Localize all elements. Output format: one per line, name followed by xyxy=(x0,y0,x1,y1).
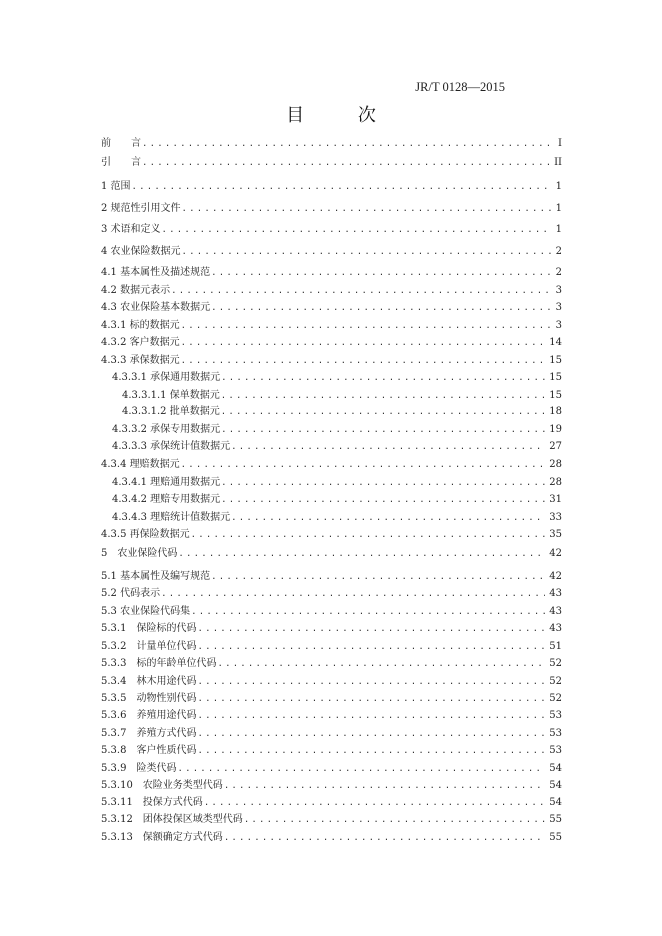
toc-entry[interactable] xyxy=(101,657,562,671)
toc-entry-page-number: 28 xyxy=(549,477,562,488)
toc-entry-page-number: 54 xyxy=(549,797,562,808)
toc-dot-leader xyxy=(181,319,552,333)
toc-entry[interactable] xyxy=(101,570,562,584)
toc-entry-label: 5.3.8 客户性质代码 xyxy=(101,745,197,756)
toc-entry-label: 4 农业保险数据元 xyxy=(101,246,181,257)
toc-dot-leader xyxy=(221,371,545,385)
toc-entry-label: 4.3.2 客户数据元 xyxy=(101,337,180,348)
toc-entry-page-number: 51 xyxy=(549,641,562,652)
toc-entry-page-number: 43 xyxy=(549,623,562,634)
toc-entry-page-number: 15 xyxy=(549,372,562,383)
toc-entry-page-number: 35 xyxy=(549,529,562,540)
toc-entry-page-number: 55 xyxy=(549,832,562,843)
toc-entry[interactable] xyxy=(101,796,562,810)
toc-entry[interactable] xyxy=(101,762,562,776)
toc-entry-label: 5.3.13 保额确定方式代码 xyxy=(101,832,223,843)
toc-entry-page-number: 3 xyxy=(555,302,562,313)
toc-entry-label: 5 农业保险代码 xyxy=(101,548,178,559)
toc-dot-leader xyxy=(191,528,546,542)
toc-entry-page-number: 1 xyxy=(555,181,562,192)
toc-dot-leader xyxy=(197,709,545,723)
toc-dot-leader xyxy=(182,202,552,216)
toc-entry-label: 3 术语和定义 xyxy=(101,224,161,235)
toc-entry-label: 4.3.1 标的数据元 xyxy=(101,320,180,331)
toc-entry-page-number: 27 xyxy=(549,441,562,452)
toc-entry-label: 4.2 数据元表示 xyxy=(101,285,171,296)
toc-entry-page-number: 52 xyxy=(549,658,562,669)
toc-entry[interactable] xyxy=(101,831,562,845)
toc-entry[interactable] xyxy=(101,354,562,368)
toc-dot-leader xyxy=(197,692,545,706)
toc-entry-page-number: 43 xyxy=(549,588,562,599)
toc-entry-page-number: 53 xyxy=(549,745,562,756)
document-code: JR/T 0128—2015 xyxy=(415,80,505,94)
toc-entry[interactable] xyxy=(101,813,562,827)
toc-entry-page-number: 33 xyxy=(549,512,562,523)
toc-entry-label: 1 范围 xyxy=(101,181,131,192)
toc-entry-page-number: II xyxy=(554,157,562,168)
toc-entry-label: 4.3.4.2 理赔专用数据元 xyxy=(112,494,221,505)
toc-entry[interactable] xyxy=(101,476,562,490)
toc-entry-label: 4.3.4.3 理赔统计值数据元 xyxy=(112,512,231,523)
toc-dot-leader xyxy=(181,336,546,350)
toc-entry-label: 5.1 基本属性及编写规范 xyxy=(101,571,211,582)
toc-entry-label: 5.3.2 计量单位代码 xyxy=(101,641,197,652)
toc-entry-page-number: 52 xyxy=(549,676,562,687)
toc-entry-label: 4.3 农业保险基本数据元 xyxy=(101,302,211,313)
toc-entry-label: 4.3.4 理赔数据元 xyxy=(101,459,180,470)
toc-entry-page-number: 2 xyxy=(555,267,562,278)
toc-entry[interactable] xyxy=(101,405,562,419)
toc-entry-label: 5.3.9 险类代码 xyxy=(101,763,177,774)
toc-entry-label: 4.3.5 再保险数据元 xyxy=(101,529,190,540)
toc-entry-page-number: 1 xyxy=(555,203,562,214)
toc-entry-page-number: I xyxy=(558,138,562,149)
toc-entry[interactable] xyxy=(101,709,562,723)
toc-entry[interactable] xyxy=(101,180,562,194)
toc-entry-page-number: 1 xyxy=(555,224,562,235)
toc-dot-leader xyxy=(191,605,545,619)
toc-dot-leader xyxy=(181,458,546,472)
toc-dot-leader xyxy=(197,640,545,654)
toc-dot-leader xyxy=(162,223,552,237)
toc-dot-leader xyxy=(182,245,552,259)
toc-entry[interactable] xyxy=(101,675,562,689)
toc-entry[interactable] xyxy=(101,266,562,280)
toc-entry-page-number: 31 xyxy=(549,494,562,505)
toc-entry[interactable] xyxy=(101,605,562,619)
toc-dot-leader xyxy=(221,476,545,490)
toc-entry-label: 5.3.11 投保方式代码 xyxy=(101,797,203,808)
toc-entry[interactable] xyxy=(101,458,562,472)
toc-entry[interactable] xyxy=(101,245,562,259)
toc-entry-label: 2 规范性引用文件 xyxy=(101,203,181,214)
toc-entry-page-number: 53 xyxy=(549,728,562,739)
toc-entry-page-number: 52 xyxy=(549,693,562,704)
toc-entry-page-number: 3 xyxy=(555,285,562,296)
toc-entry-label: 4.3.4.1 理赔通用数据元 xyxy=(112,477,221,488)
toc-entry-label: 4.3.3.1.2 批单数据元 xyxy=(122,406,220,417)
toc-entry-label: 5.2 代码表示 xyxy=(101,588,161,599)
toc-entry[interactable] xyxy=(101,547,562,561)
toc-entry-page-number: 3 xyxy=(555,320,562,331)
toc-dot-leader xyxy=(197,744,545,758)
toc-entry[interactable] xyxy=(101,622,562,636)
toc-entry-page-number: 55 xyxy=(549,814,562,825)
toc-dot-leader xyxy=(197,727,545,741)
toc-dot-leader xyxy=(211,570,545,584)
toc-entry-label: 4.1 基本属性及描述规范 xyxy=(101,267,211,278)
toc-dot-leader xyxy=(142,156,550,170)
toc-dot-leader xyxy=(161,587,545,601)
toc-entry-label: 5.3.12 团体投保区域类型代码 xyxy=(101,814,243,825)
toc-dot-leader xyxy=(221,493,545,507)
toc-entry-page-number: 15 xyxy=(549,390,562,401)
toc-entry-label: 5.3 农业保险代码集 xyxy=(101,606,191,617)
toc-dot-leader xyxy=(197,622,545,636)
toc-entry-page-number: 54 xyxy=(549,763,562,774)
toc-dot-leader xyxy=(178,547,545,561)
toc-entry-label: 5.3.1 保险标的代码 xyxy=(101,623,197,634)
toc-entry[interactable] xyxy=(101,389,562,403)
toc-entry[interactable] xyxy=(101,744,562,758)
toc-entry-page-number: 19 xyxy=(549,424,562,435)
toc-dot-leader xyxy=(211,301,552,315)
toc-entry[interactable] xyxy=(101,284,562,298)
toc-entry-label: 5.3.5 动物性别代码 xyxy=(101,693,197,704)
toc-entry-page-number: 54 xyxy=(549,780,562,791)
toc-dot-leader xyxy=(224,831,545,845)
toc-entry-page-number: 53 xyxy=(549,710,562,721)
toc-entry[interactable] xyxy=(101,440,562,454)
toc-entry[interactable] xyxy=(101,640,562,654)
toc-dot-leader xyxy=(244,813,545,827)
toc-dot-leader xyxy=(171,284,552,298)
toc-entry-page-number: 14 xyxy=(549,337,562,348)
toc-dot-leader xyxy=(221,423,545,437)
toc-entry[interactable] xyxy=(101,727,562,741)
toc-entry-page-number: 42 xyxy=(549,571,562,582)
toc-entry-label: 前 言 xyxy=(101,138,141,149)
toc-entry-label: 5.3.10 农险业务类型代码 xyxy=(101,780,223,791)
toc-entry-label: 4.3.3.1.1 保单数据元 xyxy=(122,390,220,401)
toc-dot-leader xyxy=(224,779,545,793)
toc-dot-leader xyxy=(181,354,546,368)
toc-dot-leader xyxy=(211,266,552,280)
toc-entry-page-number: 2 xyxy=(555,246,562,257)
toc-entry-page-number: 42 xyxy=(549,548,562,559)
toc-entry[interactable] xyxy=(101,301,562,315)
toc-entry-label: 5.3.3 标的年龄单位代码 xyxy=(101,658,217,669)
toc-dot-leader xyxy=(132,180,552,194)
toc-entry[interactable] xyxy=(101,779,562,793)
toc-entry[interactable] xyxy=(101,528,562,542)
toc-entry[interactable] xyxy=(101,371,562,385)
toc-entry-label: 5.3.7 养殖方式代码 xyxy=(101,728,197,739)
toc-entry-label: 4.3.3 承保数据元 xyxy=(101,355,180,366)
toc-dot-leader xyxy=(204,796,545,810)
toc-entry-label: 5.3.4 林木用途代码 xyxy=(101,676,197,687)
toc-entry[interactable] xyxy=(101,137,562,151)
toc-dot-leader xyxy=(197,675,545,689)
toc-entry[interactable] xyxy=(101,156,562,170)
page-title: 目 次 xyxy=(286,105,400,126)
toc-entry-label: 4.3.3.3 承保统计值数据元 xyxy=(112,441,231,452)
toc-entry[interactable] xyxy=(101,319,562,333)
toc-dot-leader xyxy=(221,389,546,403)
toc-entry[interactable] xyxy=(101,423,562,437)
toc-entry-label: 4.3.3.2 承保专用数据元 xyxy=(112,424,221,435)
toc-entry-page-number: 15 xyxy=(549,355,562,366)
toc-entry-page-number: 28 xyxy=(549,459,562,470)
toc-entry[interactable] xyxy=(101,336,562,350)
toc-entry[interactable] xyxy=(101,692,562,706)
toc-entry[interactable] xyxy=(101,511,562,525)
toc-entry-label: 引 言 xyxy=(101,157,141,168)
toc-dot-leader xyxy=(142,137,552,151)
toc-dot-leader xyxy=(217,657,545,671)
toc-entry-label: 4.3.3.1 承保通用数据元 xyxy=(112,372,221,383)
toc-entry[interactable] xyxy=(101,223,562,237)
toc-dot-leader xyxy=(231,440,545,454)
toc-entry[interactable] xyxy=(101,493,562,507)
toc-entry[interactable] xyxy=(101,202,562,216)
toc-entry[interactable] xyxy=(101,587,562,601)
toc-entry-label: 5.3.6 养殖用途代码 xyxy=(101,710,197,721)
toc-dot-leader xyxy=(221,405,546,419)
toc-entry-page-number: 18 xyxy=(549,406,562,417)
toc-dot-leader xyxy=(231,511,545,525)
toc-dot-leader xyxy=(177,762,545,776)
toc-entry-page-number: 43 xyxy=(549,606,562,617)
